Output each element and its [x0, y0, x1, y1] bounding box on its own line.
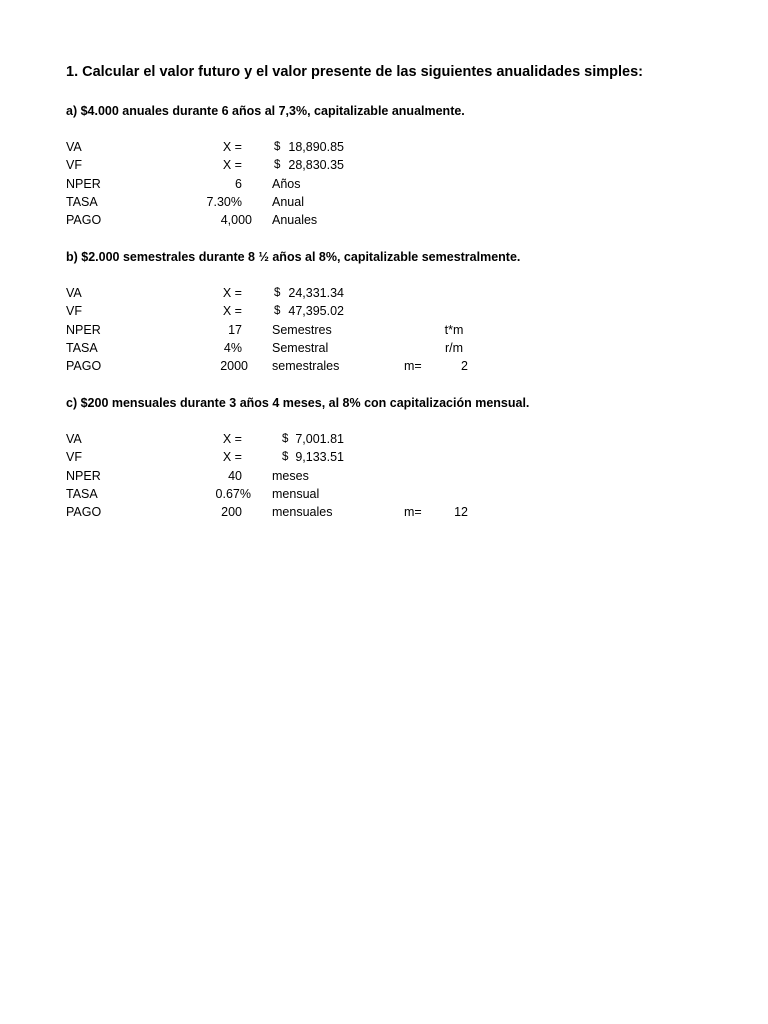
m-value: 12: [454, 505, 468, 520]
row-label: PAGO: [66, 213, 102, 228]
section-rows: [66, 430, 706, 521]
row-formula: X =: [222, 450, 242, 465]
row-label: PAGO: [66, 359, 102, 374]
row-value: 40: [228, 468, 242, 483]
section-heading: b) $2.000 semestrales durante 8 ½ años al 8%, capitalizable semestralmente.: [66, 250, 521, 264]
row-label: TASA: [66, 486, 98, 501]
row-unit: Semestral: [272, 340, 329, 355]
row-unit: Semestres: [272, 322, 332, 337]
row-formula: X =: [222, 286, 242, 300]
row-value: 200: [221, 505, 242, 520]
m-value: 2: [461, 359, 468, 374]
row-unit: meses: [272, 468, 309, 483]
table-row-nper: [66, 175, 706, 193]
section-b: [66, 248, 706, 375]
currency-symbol: $: [274, 305, 281, 318]
row-note: t*m: [444, 322, 464, 337]
m-label: m=: [404, 359, 422, 374]
row-formula: X =: [222, 304, 242, 319]
row-label: VF: [66, 158, 82, 173]
row-unit: Anuales: [272, 213, 318, 228]
table-row-tasa: [66, 339, 706, 357]
table-row-pago: [66, 357, 706, 375]
row-value: 6: [235, 176, 242, 191]
table-row-va: [66, 430, 706, 448]
currency-amount: 47,395.02: [288, 304, 344, 319]
currency-symbol: $: [282, 451, 289, 464]
row-unit: mensuales: [272, 505, 333, 520]
section-heading: c) $200 mensuales durante 3 años 4 meses, al 8% con capitalización mensual.: [66, 396, 530, 410]
currency-amount: 7,001.81: [295, 432, 344, 446]
row-value: 2000: [220, 359, 248, 374]
currency-amount: 24,331.34: [288, 286, 344, 300]
row-label: VA: [66, 432, 82, 446]
currency-amount: 9,133.51: [295, 450, 344, 465]
m-label: m=: [404, 505, 422, 520]
section-rows: [66, 284, 706, 375]
row-label: TASA: [66, 340, 98, 355]
table-row-vf: [66, 302, 706, 320]
row-label: PAGO: [66, 505, 102, 520]
currency-symbol: $: [282, 433, 289, 445]
row-value: 7.30%: [206, 194, 242, 209]
currency-symbol: $: [274, 141, 281, 153]
row-label: TASA: [66, 194, 98, 209]
row-label: VA: [66, 140, 82, 154]
table-row-va: [66, 284, 706, 302]
row-label: NPER: [66, 176, 101, 191]
row-label: VA: [66, 286, 82, 300]
table-row-tasa: [66, 485, 706, 503]
row-value: 4,000: [220, 213, 252, 228]
section-c: [66, 394, 706, 521]
row-value: 4%: [223, 340, 242, 355]
row-formula: X =: [222, 158, 242, 173]
table-row-vf: [66, 156, 706, 174]
currency-amount: 28,830.35: [288, 158, 344, 173]
currency-symbol: $: [274, 159, 281, 172]
section-a: [66, 102, 706, 229]
row-formula: X =: [222, 140, 242, 154]
table-row-nper: [66, 321, 706, 339]
row-unit: mensual: [272, 486, 320, 501]
row-label: VF: [66, 450, 82, 465]
page-title: 1. Calcular el valor futuro y el valor presente de las siguientes anualidades simples:: [66, 64, 643, 80]
row-note: r/m: [444, 340, 464, 355]
row-unit: Años: [272, 176, 301, 191]
row-formula: X =: [222, 432, 242, 446]
row-label: NPER: [66, 322, 101, 337]
row-unit: semestrales: [272, 359, 340, 374]
currency-symbol: $: [274, 287, 281, 299]
section-heading: a) $4.000 anuales durante 6 años al 7,3%, capitalizable anualmente.: [66, 104, 465, 118]
row-value: 0.67%: [215, 486, 251, 501]
table-row-va: [66, 138, 706, 156]
table-row-vf: [66, 448, 706, 466]
table-row-tasa: [66, 193, 706, 211]
row-value: 17: [228, 322, 242, 337]
table-row-nper: [66, 467, 706, 485]
row-label: VF: [66, 304, 82, 319]
currency-amount: 18,890.85: [288, 140, 344, 154]
row-label: NPER: [66, 468, 101, 483]
table-row-pago: [66, 503, 706, 521]
table-row-pago: [66, 211, 706, 229]
row-unit: Anual: [272, 194, 304, 209]
section-rows: [66, 138, 706, 229]
